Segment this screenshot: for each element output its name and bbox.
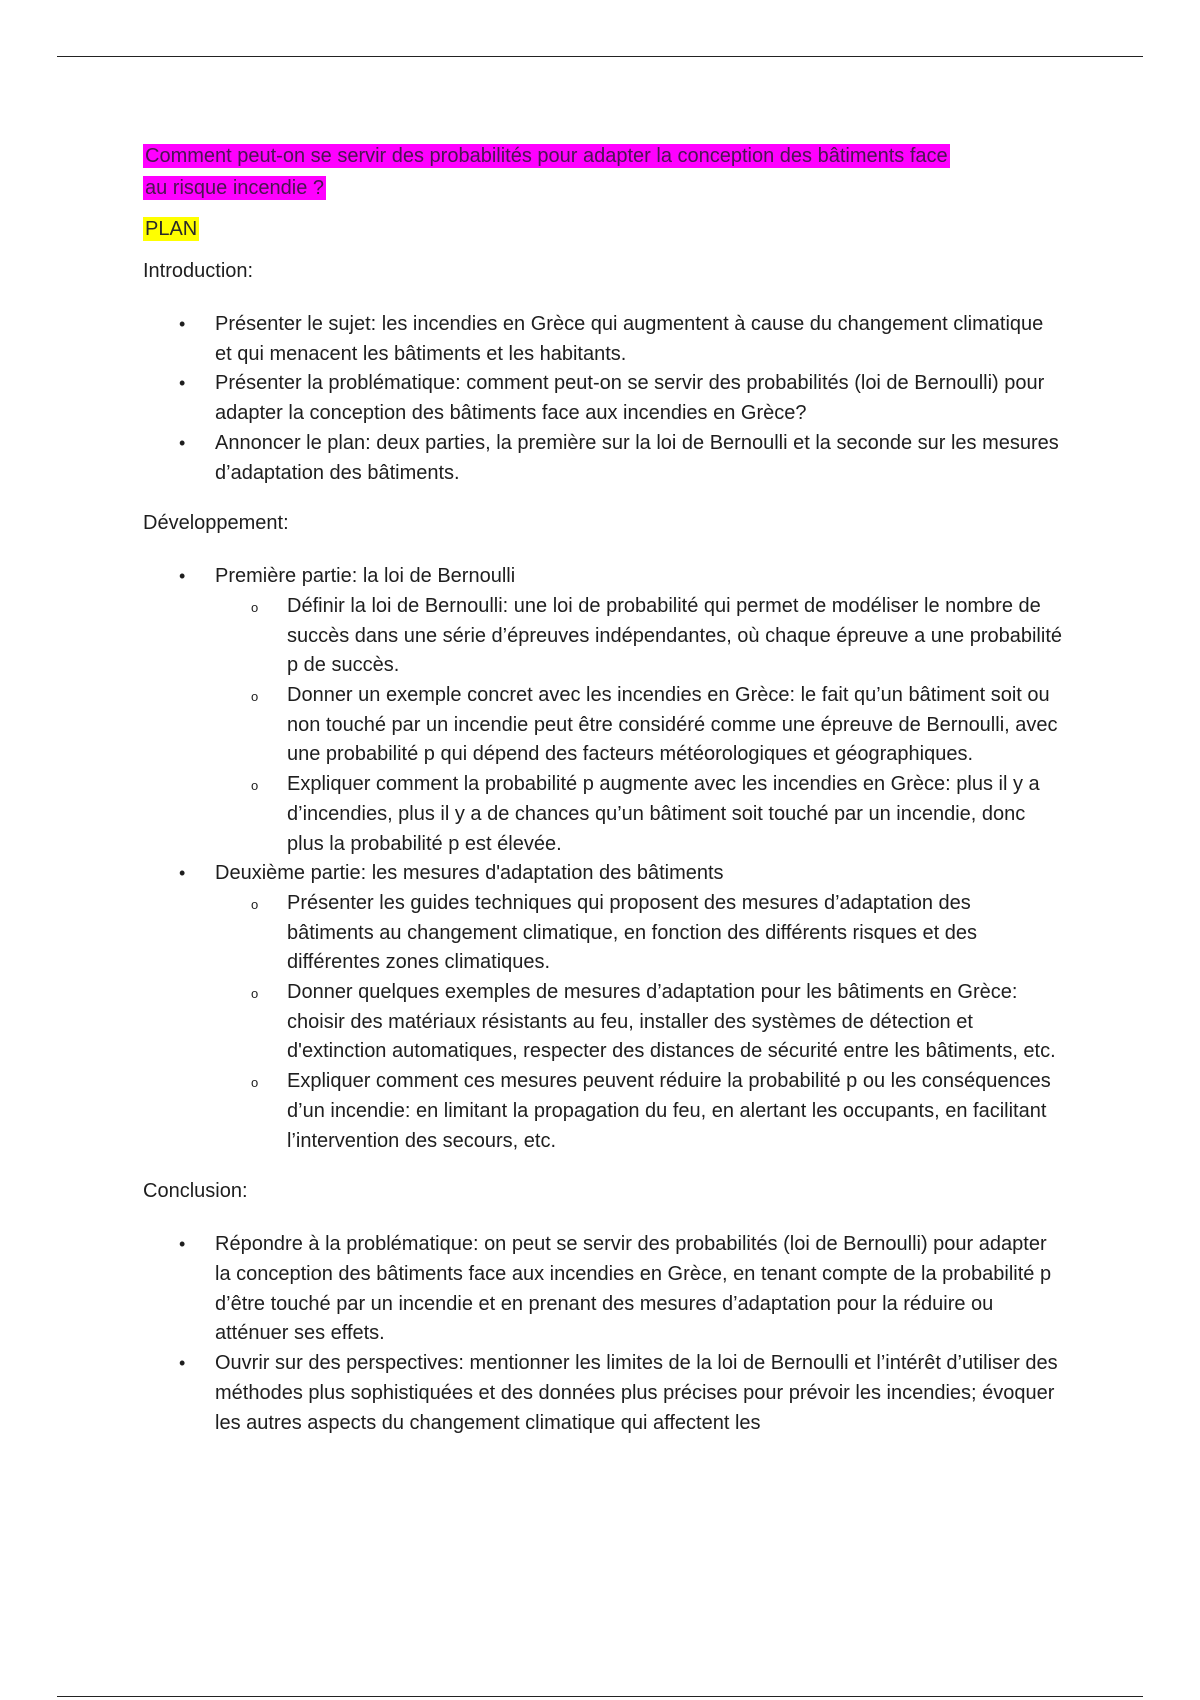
- part-2-label: Deuxième partie: les mesures d'adaptation des bâtiments: [215, 862, 724, 885]
- sub-list-item: o Expliquer comment la probabilité p augmente avec les incendies en Grèce: plus il y a d’incendies, plus il y a de chances qu’un bâtiment soit touché par un incendie, donc plus la probabilité p est élevée.: [215, 770, 1063, 859]
- plan-heading: [143, 214, 1063, 244]
- sub-list-item: o Présenter les guides techniques qui proposent des mesures d’adaptation des bâtiments au changement climatique, en fonction des différents risques et des différentes zones climatiques.: [215, 889, 1063, 978]
- list-item: • Présenter le sujet: les incendies en Grèce qui augmentent à cause du changement climatique et qui menacent les bâtiments et les habitants.: [143, 310, 1063, 369]
- conclusion-heading: Conclusion:: [143, 1180, 248, 1203]
- sub-list-item: o Définir la loi de Bernoulli: une loi de probabilité qui permet de modéliser le nombre de succès dans une série d’épreuves indépendantes, où chaque épreuve a une probabilité p de succès.: [215, 592, 1063, 681]
- plan-label: PLAN: [145, 218, 198, 240]
- conclusion-list: [143, 1230, 1063, 1438]
- part-1-sublist: [215, 592, 1063, 859]
- introduction-heading: Introduction:: [143, 260, 254, 282]
- list-item: • Présenter la problématique: comment peut-on se servir des probabilités (loi de Bernoulli) pour adapter la conception des bâtiments face aux incendies en Grèce?: [143, 369, 1063, 428]
- part-2-sublist: [215, 889, 1063, 1156]
- title-line-2: au risque incendie ?: [145, 177, 325, 199]
- bottom-rule: [57, 1696, 1143, 1697]
- developpement-list: [143, 562, 1063, 1156]
- introduction-list: [143, 310, 1063, 488]
- sub-list-item: o Donner un exemple concret avec les incendies en Grèce: le fait qu’un bâtiment soit ou non touché par un incendie peut être considéré comme une épreuve de Bernoulli, avec une probabilité p qui dépend des facteurs météorologiques et géographiques.: [215, 681, 1063, 770]
- sub-list-item: o Expliquer comment ces mesures peuvent réduire la probabilité p ou les conséquences d’un incendie: en limitant la propagation du feu, en alertant les occupants, en facilitant l’intervention des secours, etc.: [215, 1067, 1063, 1156]
- title-line-1: Comment peut-on se servir des probabilités pour adapter la conception des bâtiments face: [145, 145, 948, 167]
- list-item: • Annoncer le plan: deux parties, la première sur la loi de Bernoulli et la seconde sur les mesures d’adaptation des bâtiments.: [143, 429, 1063, 488]
- sub-list-item: o Donner quelques exemples de mesures d’adaptation pour les bâtiments en Grèce: choisir des matériaux résistants au feu, installer des systèmes de détection et d'extinction automatiques, respecter des distances de sécurité entre les bâtiments, etc.: [215, 978, 1063, 1067]
- problematique-title: [143, 140, 1063, 204]
- list-item: • Ouvrir sur des perspectives: mentionner les limites de la loi de Bernoulli et l’intérêt d’utiliser des méthodes plus sophistiquées et des données plus précises pour prévoir les incendies; évoquer les autres aspects du changement climatique qui affectent les: [143, 1349, 1063, 1438]
- list-item: • Répondre à la problématique: on peut se servir des probabilités (loi de Bernoulli) pour adapter la conception des bâtiments face aux incendies en Grèce, en tenant compte de la probabilité p d’être touché par un incendie et en prenant des mesures d’adaptation pour la réduire ou atténuer ses effets.: [143, 1230, 1063, 1349]
- developpement-heading: Développement:: [143, 512, 289, 535]
- document-body: [143, 140, 1063, 1438]
- top-rule: [57, 56, 1143, 57]
- list-item-part-1: [143, 562, 1063, 859]
- list-item-part-2: [143, 859, 1063, 1156]
- part-1-label: Première partie: la loi de Bernoulli: [215, 565, 516, 588]
